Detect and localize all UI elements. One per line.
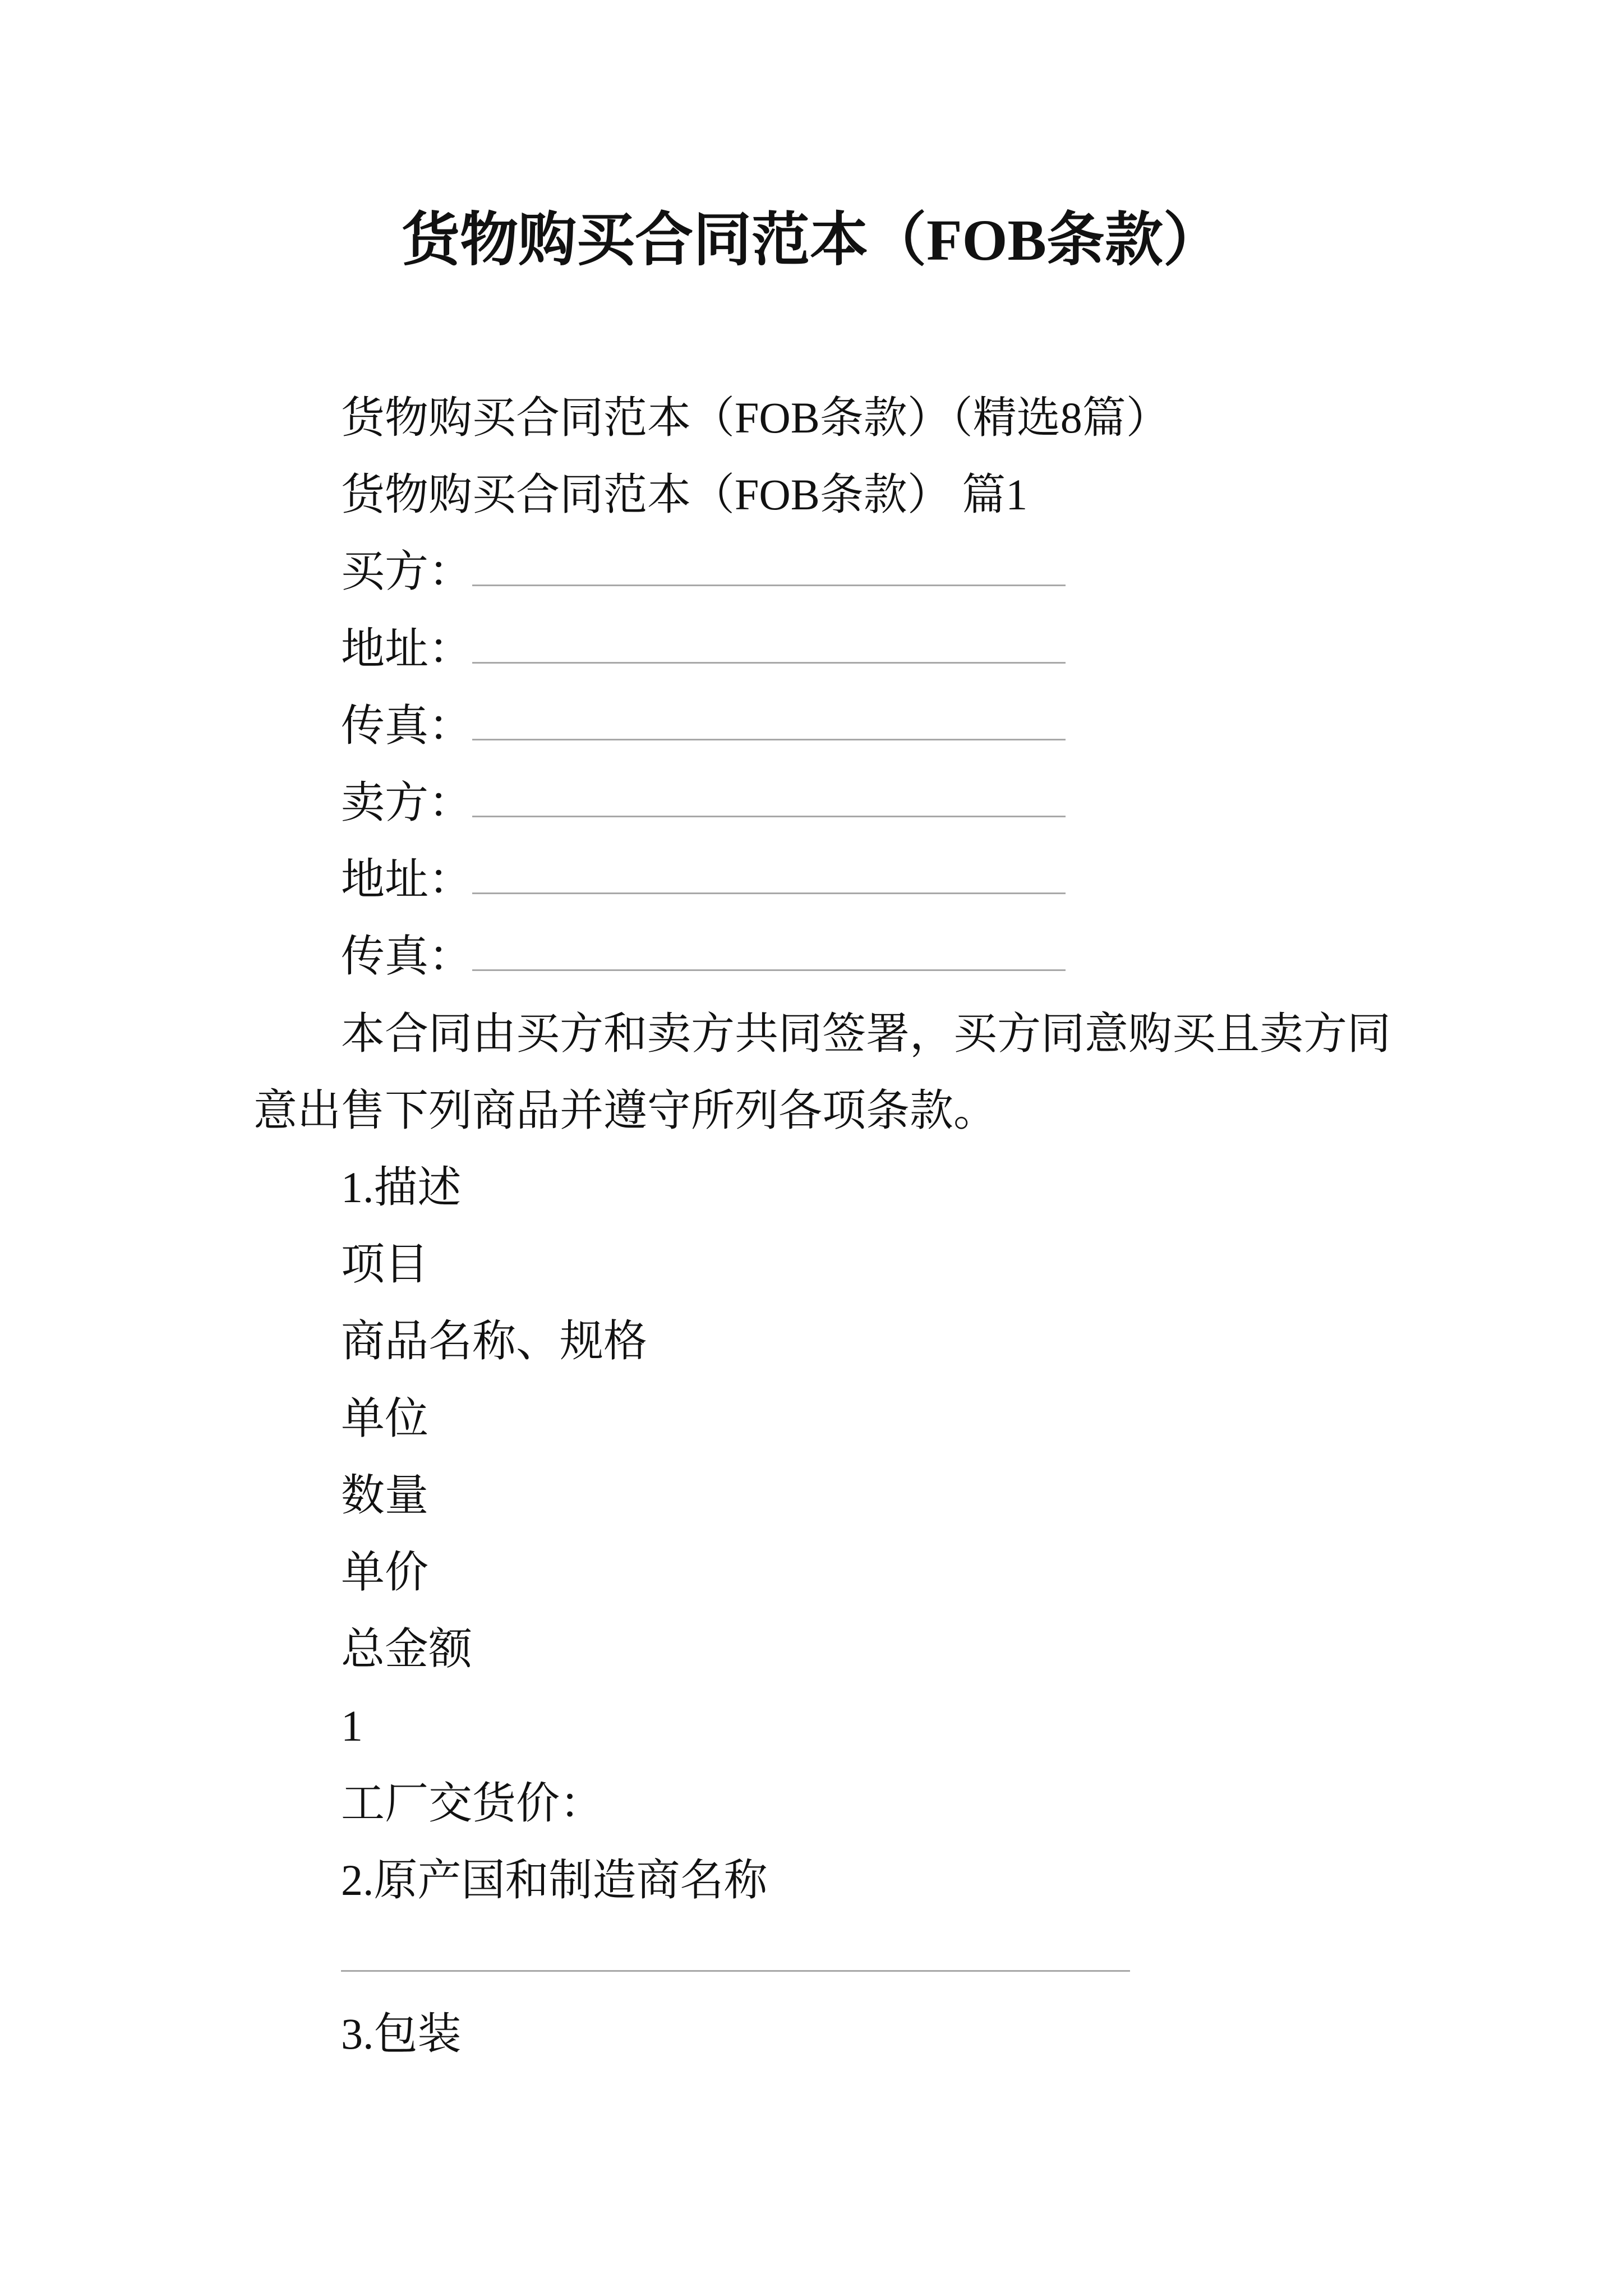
intro-paragraph: 本合同由买方和卖方共同签署，买方同意购买且卖方同意出售下列商品并遵守所列各项条款。 bbox=[253, 1009, 1391, 1135]
seller-fax-blank-line bbox=[472, 969, 1066, 971]
price-term-label: 工厂交货价： bbox=[341, 1778, 604, 1828]
section-heading: 货物购买合同范本（FOB条款） 篇1 bbox=[341, 470, 1028, 519]
table-header-unit: 单位 bbox=[341, 1393, 429, 1443]
table-header-name-spec: 商品名称、规格 bbox=[341, 1317, 648, 1366]
table-header-unit-price: 单价 bbox=[341, 1548, 429, 1597]
clause-1-heading: 1.描述 bbox=[341, 1163, 462, 1212]
clause-3-heading: 3.包装 bbox=[341, 2009, 462, 2059]
seller-fax-label: 传真： bbox=[341, 932, 473, 981]
seller-field bbox=[253, 764, 1398, 841]
buyer-field bbox=[253, 533, 1398, 610]
seller-blank-line bbox=[472, 816, 1066, 817]
seller-address-field bbox=[253, 841, 1398, 918]
seller-fax-field bbox=[253, 918, 1398, 995]
buyer-address-field bbox=[253, 610, 1398, 687]
table-header-item: 项目 bbox=[341, 1240, 429, 1289]
buyer-fax-field bbox=[253, 687, 1398, 764]
table-header-total-amount: 总金额 bbox=[341, 1625, 473, 1674]
table-row-number: 1 bbox=[341, 1701, 363, 1751]
clause-2-blank-row bbox=[253, 1918, 1398, 1995]
buyer-blank-line bbox=[472, 585, 1066, 586]
seller-address-blank-line bbox=[472, 892, 1066, 894]
collection-title: 货物购买合同范本（FOB条款）（精选8篇） bbox=[341, 393, 1170, 442]
buyer-fax-blank-line bbox=[472, 739, 1066, 740]
buyer-address-label: 地址： bbox=[341, 624, 473, 673]
table-header-quantity: 数量 bbox=[341, 1470, 429, 1520]
buyer-fax-label: 传真： bbox=[341, 701, 473, 750]
document-title: 货物购买合同范本（FOB条款） bbox=[402, 208, 1221, 273]
buyer-label: 买方： bbox=[341, 547, 473, 596]
clause-2-blank-line bbox=[341, 1970, 1130, 1972]
clause-2-heading: 2.原产国和制造商名称 bbox=[341, 1855, 768, 1904]
buyer-address-blank-line bbox=[472, 662, 1066, 664]
seller-label: 卖方： bbox=[341, 778, 473, 827]
seller-address-label: 地址： bbox=[341, 855, 473, 904]
document-body bbox=[253, 379, 1398, 2072]
